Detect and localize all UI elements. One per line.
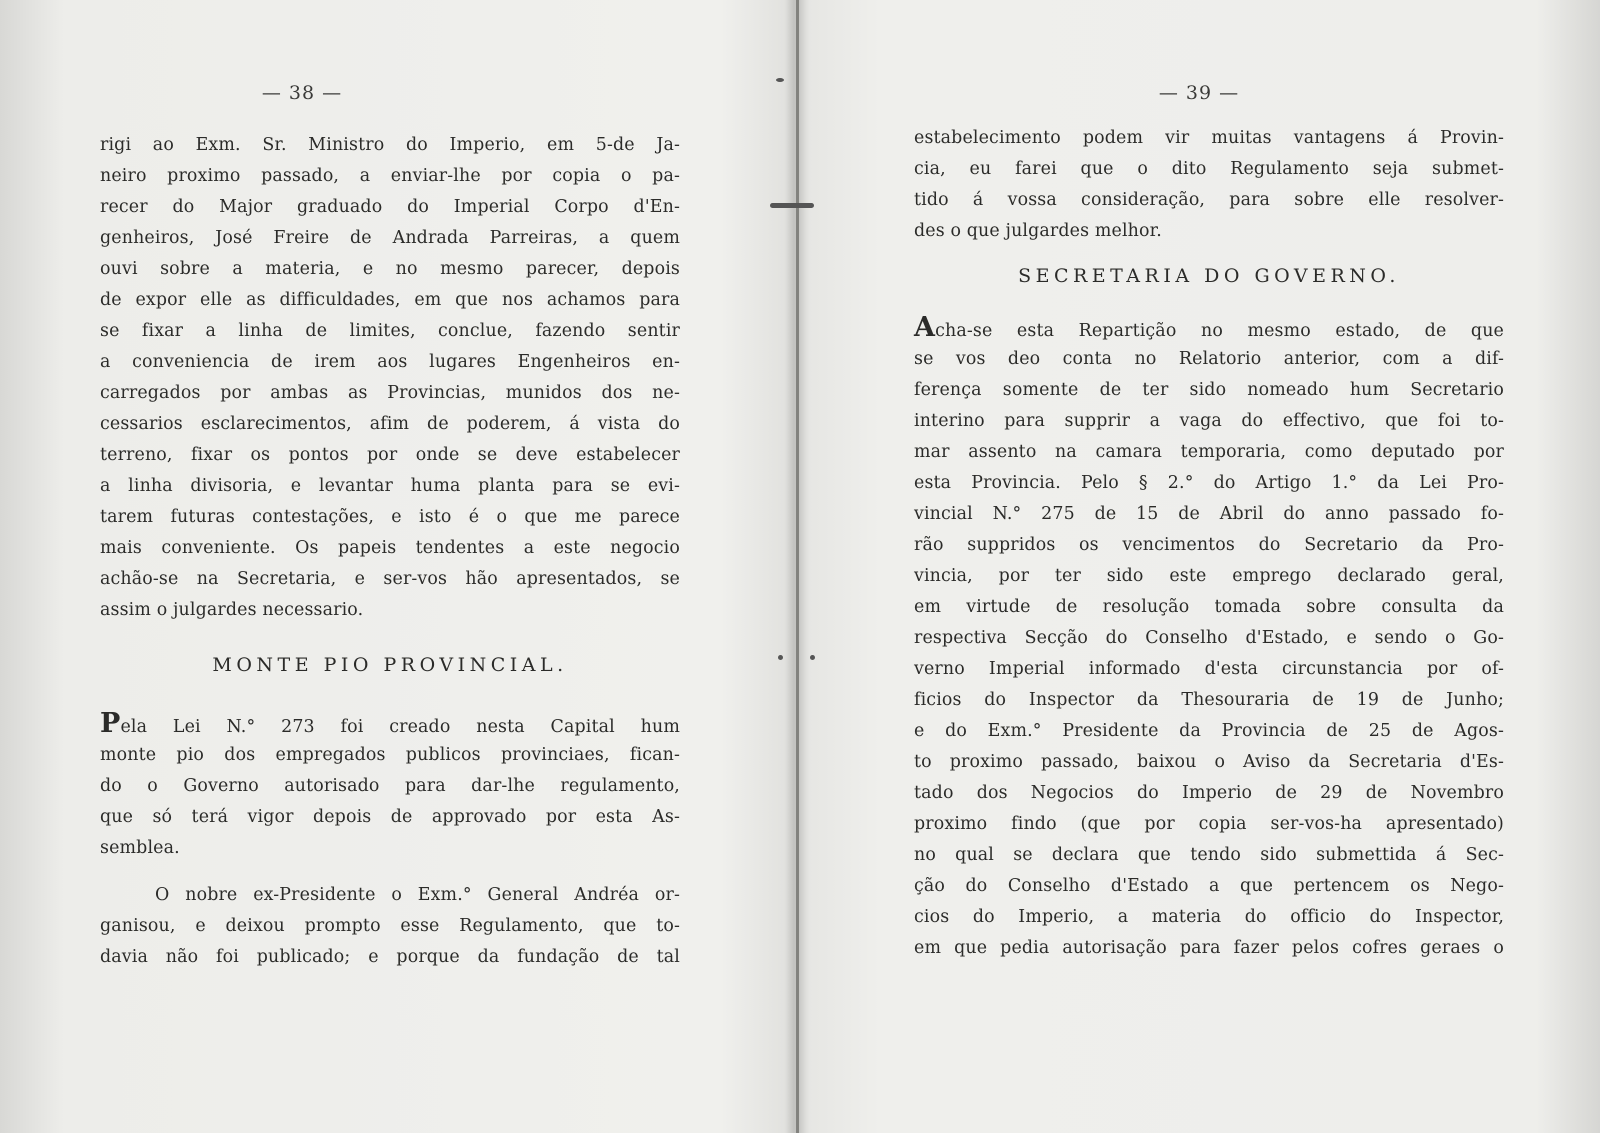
text-line-rest: cha-se esta Repartição no mesmo estado, de que [935, 321, 1504, 341]
text-line: se fixar a linha de limites, conclue, fazendo sentir [100, 321, 680, 341]
text-line: a linha divisoria, e levantar huma planta para se evi- [100, 476, 680, 496]
page-number: — 38 — [261, 82, 343, 104]
left-page [100, 0, 680, 1133]
text-line: de expor elle as difficuldades, em que nos achamos para [100, 290, 680, 310]
text-line: interino para supprir a vaga do effectivo, que foi to- [914, 411, 1504, 431]
text-line: mar assento na camara temporaria, como deputado por [914, 442, 1504, 462]
text-line: estabelecimento podem vir muitas vantagens á Provin- [914, 128, 1504, 148]
ink-speck [810, 655, 815, 660]
text-line: to proximo passado, baixou o Aviso da Secretaria d'Es- [914, 752, 1504, 772]
text-line: e do Exm.° Presidente da Provincia de 25 de Agos- [914, 721, 1504, 741]
drop-cap: P [100, 708, 121, 739]
text-line: semblea. [100, 838, 180, 858]
book-gutter [796, 0, 799, 1133]
text-line: des o que julgardes melhor. [914, 221, 1162, 241]
text-line: vincia, por ter sido este emprego declarado geral, [914, 566, 1504, 586]
text-line: ferença somente de ter sido nomeado hum Secretario [914, 380, 1504, 400]
text-line: rigi ao Exm. Sr. Ministro do Imperio, em 5-de Ja- [100, 135, 680, 155]
text-line: se vos deo conta no Relatorio anterior, com a dif- [914, 349, 1504, 369]
text-line: terreno, fixar os pontos por onde se deve estabelecer [100, 445, 680, 465]
text-line: em que pedia autorisação para fazer pelos cofres geraes o [914, 938, 1504, 958]
page-number: — 39 — [1158, 82, 1240, 104]
text-line: rão suppridos os vencimentos do Secretario da Pro- [914, 535, 1504, 555]
text-line: a conveniencia de irem aos lugares Engenheiros en- [100, 352, 680, 372]
text-line: carregados por ambas as Provincias, munidos dos ne- [100, 383, 680, 403]
text-line: cessarios esclarecimentos, afim de poderem, á vista do [100, 414, 680, 434]
ink-speck [770, 203, 814, 208]
text-line: em virtude de resolução tomada sobre consulta da [914, 597, 1504, 617]
text-line: monte pio dos empregados publicos provinciaes, fican- [100, 745, 680, 765]
text-line: tado dos Negocios do Imperio de 29 de Novembro [914, 783, 1504, 803]
text-line: ficios do Inspector da Thesouraria de 19 de Junho; [914, 690, 1504, 710]
section-heading: MONTE PIO PROVINCIAL. [212, 654, 568, 676]
text-line: verno Imperial informado d'esta circunstancia por of- [914, 659, 1504, 679]
text-line: davia não foi publicado; e porque da fundação de tal [100, 947, 680, 967]
drop-cap: A [914, 312, 936, 343]
text-line: do o Governo autorisado para dar-lhe regulamento, [100, 776, 680, 796]
text-line: proximo findo (que por copia ser-vos-ha apresentado) [914, 814, 1504, 834]
text-line: esta Provincia. Pelo § 2.° do Artigo 1.° da Lei Pro- [914, 473, 1504, 493]
text-line: recer do Major graduado do Imperial Corpo d'En- [100, 197, 680, 217]
right-page [914, 0, 1504, 1133]
text-line: cia, eu farei que o dito Regulamento seja submet- [914, 159, 1504, 179]
text-line: ouvi sobre a materia, e no mesmo parecer, depois [100, 259, 680, 279]
text-line: ganisou, e deixou prompto esse Regulamento, que to- [100, 916, 680, 936]
text-line: vincial N.° 275 de 15 de Abril do anno passado fo- [914, 504, 1504, 524]
text-line: ção do Conselho d'Estado a que pertencem os Nego- [914, 876, 1504, 896]
text-line: respectiva Secção do Conselho d'Estado, e sendo o Go- [914, 628, 1504, 648]
text-line [100, 708, 680, 739]
text-line: achão-se na Secretaria, e ser-vos hão apresentados, se [100, 569, 680, 589]
text-line: O nobre ex-Presidente o Exm.° General Andréa or- [155, 885, 680, 905]
text-line: cios do Imperio, a materia do officio do Inspector, [914, 907, 1504, 927]
text-line: que só terá vigor depois de approvado por esta As- [100, 807, 680, 827]
text-line: genheiros, José Freire de Andrada Parreiras, a quem [100, 228, 680, 248]
text-line: mais conveniente. Os papeis tendentes a este negocio [100, 538, 680, 558]
text-line: tido á vossa consideração, para sobre elle resolver- [914, 190, 1504, 210]
text-line: tarem futuras contestações, e isto é o que me parece [100, 507, 680, 527]
text-line: neiro proximo passado, a enviar-lhe por copia o pa- [100, 166, 680, 186]
section-heading: SECRETARIA DO GOVERNO. [1018, 265, 1400, 287]
text-line-rest: ela Lei N.° 273 foi creado nesta Capital hum [120, 717, 680, 737]
text-line: assim o julgardes necessario. [100, 600, 364, 620]
text-line [914, 312, 1504, 343]
ink-speck [778, 655, 783, 660]
text-line: no qual se declara que tendo sido submettida á Sec- [914, 845, 1504, 865]
ink-speck [776, 78, 784, 82]
